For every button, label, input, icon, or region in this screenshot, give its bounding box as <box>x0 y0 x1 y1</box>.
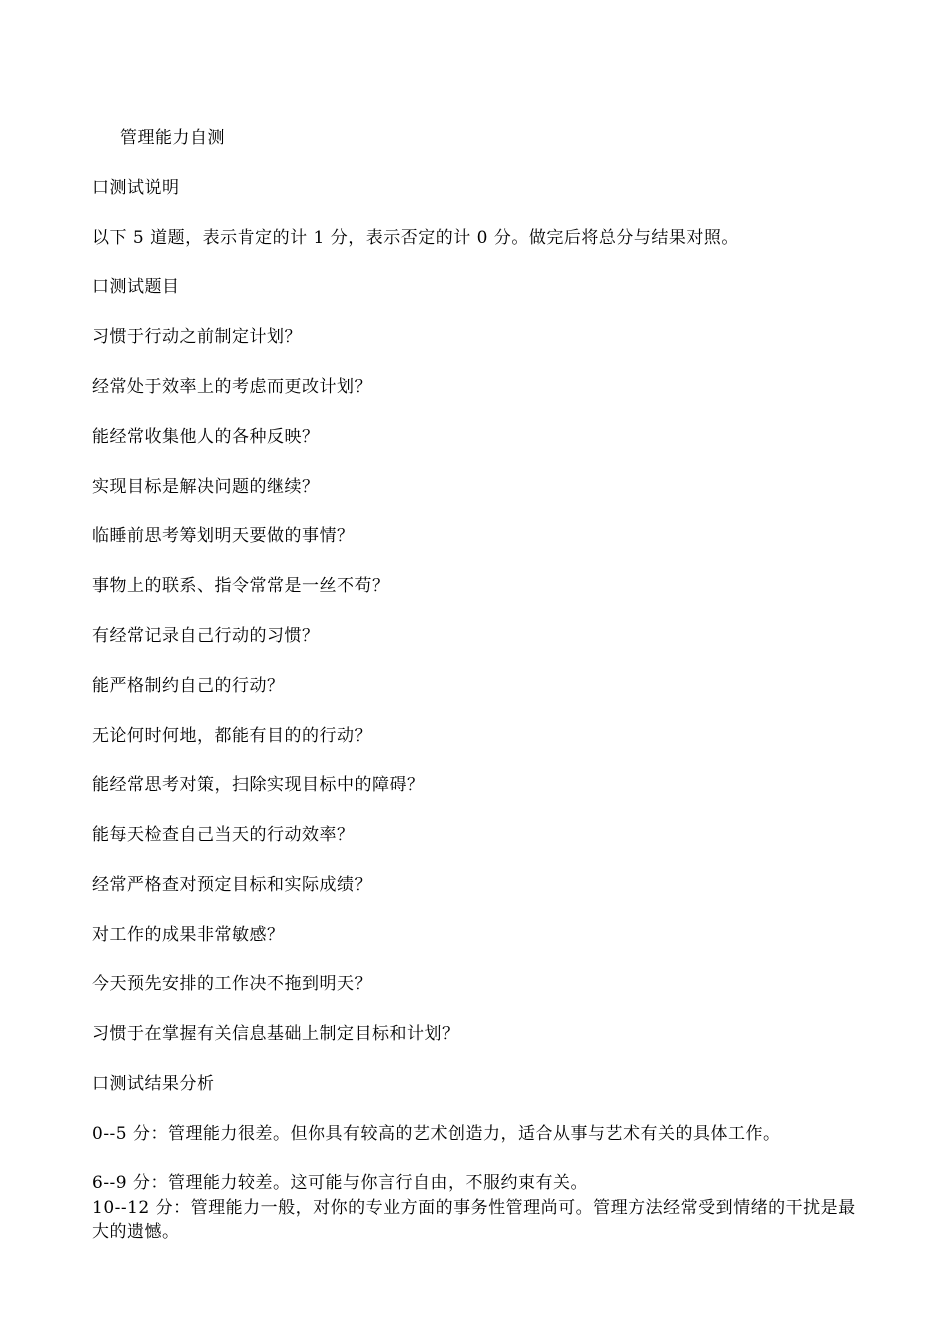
result-item: 0--5 分：管理能力很差。但你具有较高的艺术创造力，适合从事与艺术有关的具体工作。 <box>92 1124 781 1144</box>
question-item: 经常处于效率上的考虑而更改计划？ <box>92 377 372 397</box>
question-item: 习惯于行动之前制定计划？ <box>92 327 302 347</box>
question-item: 经常严格查对预定目标和实际成绩？ <box>92 875 372 895</box>
question-item: 今天预先安排的工作决不拖到明天？ <box>92 974 372 994</box>
document-title: 管理能力自测 <box>120 128 225 148</box>
question-item: 有经常记录自己行动的习惯？ <box>92 626 320 646</box>
question-item: 能严格制约自己的行动？ <box>92 676 285 696</box>
results-heading: 口测试结果分析 <box>92 1074 215 1094</box>
instructions-heading: 口测试说明 <box>92 178 180 198</box>
questions-heading: 口测试题目 <box>92 277 180 297</box>
question-item: 能每天检查自己当天的行动效率？ <box>92 825 355 845</box>
question-item: 能经常收集他人的各种反映？ <box>92 427 320 447</box>
question-item: 对工作的成果非常敏感？ <box>92 925 285 945</box>
instructions-text: 以下 5 道题，表示肯定的计 1 分，表示否定的计 0 分。做完后将总分与结果对照。 <box>92 228 739 248</box>
result-item: 10--12 分：管理能力一般，对你的专业方面的事务性管理尚可。管理方法经常受到情绪的干扰是最大的遗憾。 <box>92 1198 856 1242</box>
question-item: 实现目标是解决问题的继续？ <box>92 477 320 497</box>
result-item: 6--9 分：管理能力较差。这可能与你言行自由，不服约束有关。 <box>92 1173 589 1193</box>
question-item: 习惯于在掌握有关信息基础上制定目标和计划？ <box>92 1024 460 1044</box>
question-item: 无论何时何地，都能有目的的行动？ <box>92 726 372 746</box>
question-item: 事物上的联系、指令常常是一丝不苟？ <box>92 576 390 596</box>
question-item: 临睡前思考筹划明天要做的事情？ <box>92 526 355 546</box>
question-item: 能经常思考对策，扫除实现目标中的障碍？ <box>92 775 425 795</box>
